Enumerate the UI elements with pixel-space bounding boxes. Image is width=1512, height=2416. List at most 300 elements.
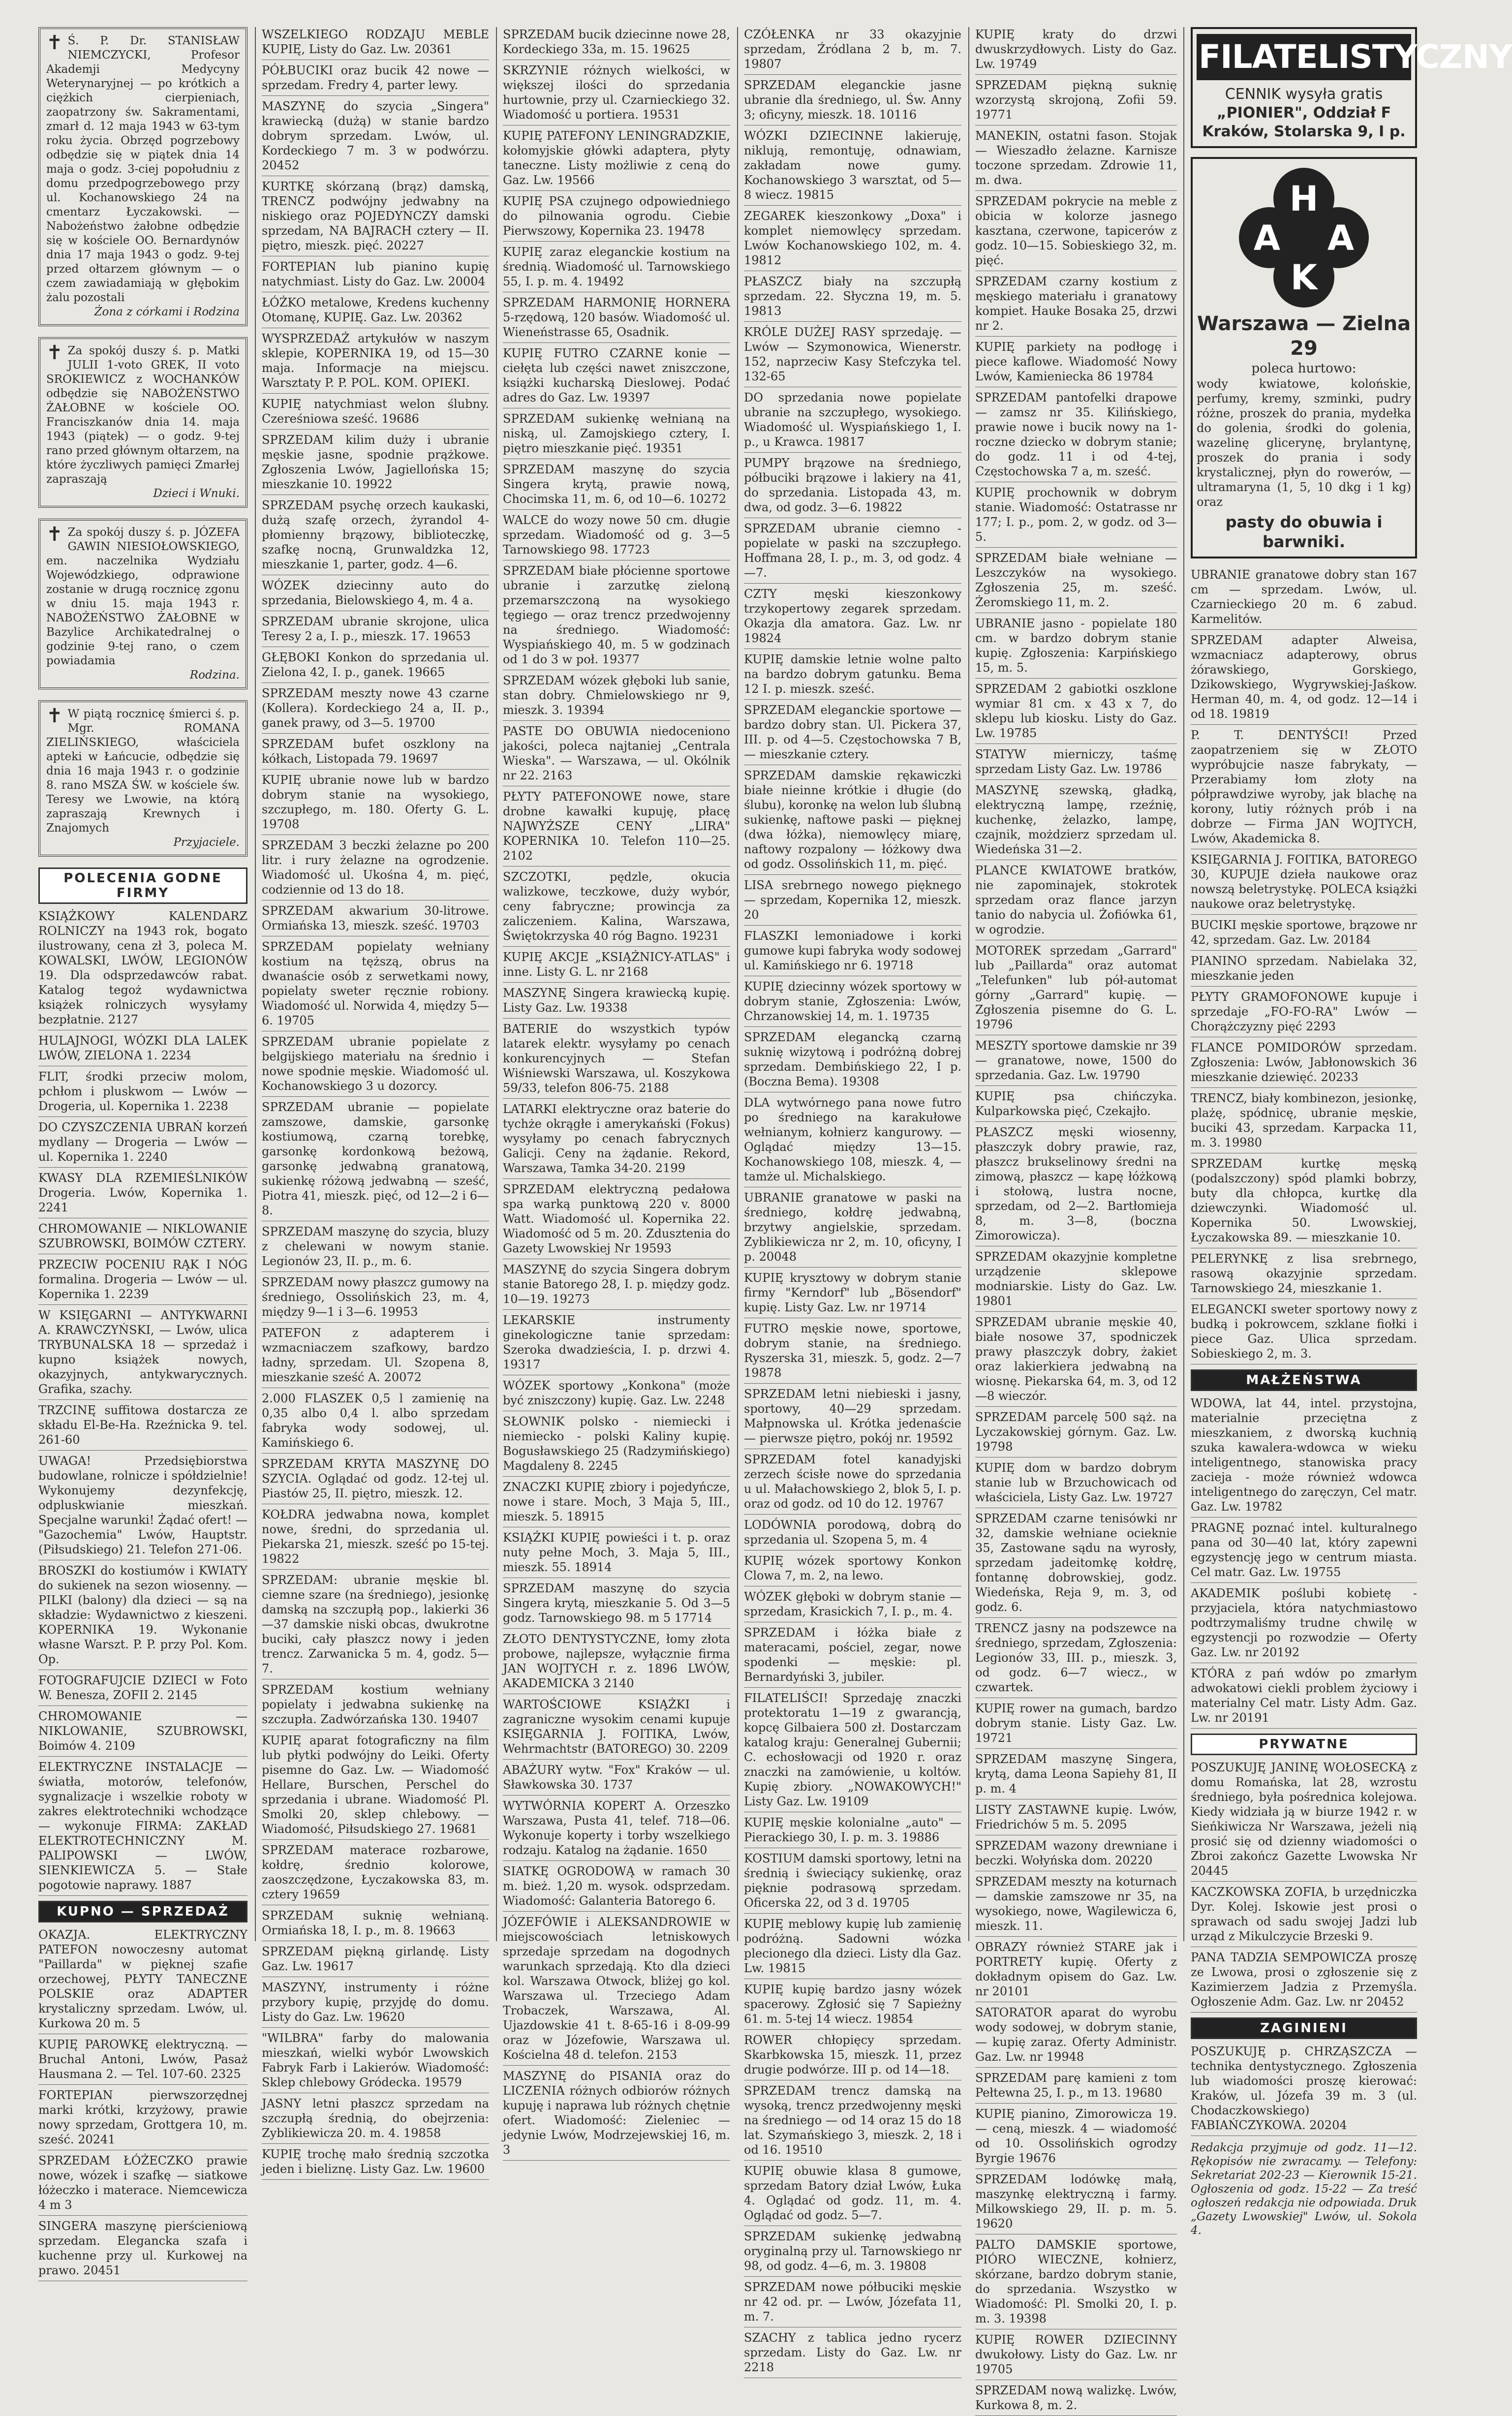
ad-separator: [1191, 986, 1417, 987]
classified-ad: OKAZJA. ELEKTRYCZNY PATEFON nowoczesny automat "Paillarda" w pięknej szafie orzechowej, PŁYTY TANECZNE POLSKIE oraz ADAPTER krystaliczny sprzedam. Lwów, ul. Kurkowa 20 m. 5: [38, 1928, 247, 2030]
ad-separator: [503, 946, 730, 947]
classified-ad: POSZUKUJĘ p. CHRZĄSZCZA — technika dentystycznego. Zgłoszenia lub wiadomości proszę kierować: Kraków, ul. Józefa 39 m. 3 (ul. Chodaczkowskiego) FABIAŃCZYKOWA. 20204: [1191, 2044, 1417, 2132]
classified-ad: PELERYNKĘ z lisa srebrnego, rasową okazyjnie sprzedam. Tarnowskiego 24, mieszkanie 1.: [1191, 1252, 1417, 1295]
classified-ad: SPRZEDAM 2 gabiotki oszklone wymiar 81 cm. x 43 x 7, do sklepu lub kiosku. Listy do Gaz. Lw. 19785: [975, 682, 1177, 740]
column-5: [975, 27, 1177, 2412]
ad-separator: [1191, 950, 1417, 951]
ad-separator: [744, 925, 961, 926]
classified-ad: SPRZEDAM meszty nowe 43 czarne (Kollera). Kordeckiego 24 a, II. p., ganek prawy, od 3—5. 19700: [262, 686, 489, 730]
obituary-text: Za spokój duszy ś. p. JÓZEFA GAWIN NIESIOŁOWSKIEGO, em. naczelnika Wydziału Wojewódzkiego, odprawione zostanie w drugą rocznicę zgonu w dniu 15. maja 1943 r. NABOŻEŃSTWO ŻAŁOBNE w Bazylice Archikatedralnej o godzinie 9-tej rano, o czem powiadamia: [46, 526, 240, 667]
classified-ad: CHROMOWANIE — NIKLOWANIE SZUBROWSKI, BOIMÓW CZTERY.: [38, 1222, 247, 1250]
classified-ad: SPRZEDAM parcelę 500 sąż. na Lyczakowskiej górnym. Gaz. Lw. 19798: [975, 1410, 1177, 1454]
classified-ad: PRZECIW POCENIU RĄK I NÓG formalina. Drogeria — Lwów — ul. Kopernika 1. 2239: [38, 1258, 247, 1301]
classified-ad: MASZYNY, instrumenty i różne przybory kupię, przyjdę do domu. Listy do Gaz. Lw. 19620: [262, 1981, 489, 2024]
missing-ads: [1191, 2044, 1417, 2136]
classified-ad: WYSPRZEDAŻ artykułów w naszym sklepie, KOPERNIKA 19, od 15—30 maja. Informacje na miejscu. Warsztaty P. P. POL. KOM. OPIEKI.: [262, 332, 489, 390]
ad-separator: [744, 74, 961, 75]
obituary-signature: Przyjaciele.: [173, 836, 240, 849]
ad-separator: [38, 1756, 247, 1757]
classified-ad: SPRZEDAM bucik dziecinne nowe 28, Kordeckiego 33a, m. 15. 19625: [503, 28, 730, 56]
classified-ad: KUPIĘ wózek sportowy Konkon Clowa 7, m. 2, na lewo.: [744, 1554, 961, 1582]
classified-ad: GŁĘBOKI Konkon do sprzedania ul. Zielona 42, I. p., ganek. 19665: [262, 650, 489, 679]
classified-ad: KUPIĘ trochę mało średnią szczotka jeden i bieliznę. Listy Gaz. Lw. 19600: [262, 2147, 489, 2176]
ad-separator: [38, 1450, 247, 1451]
ad-separator: [262, 1271, 489, 1272]
classified-ad: WÓZKI DZIECINNE lakieruję, niklują, remontuję, odnawiam, zakładam nowe gumy. Kochanowskiego 3 warsztat, od 5—8 wiecz. 19815: [744, 129, 961, 202]
private-ads: [1191, 1760, 1417, 2013]
classified-ad: SPRZEDAM trencz damską na wysoką, trencz przedwojenny męski na średniego — od 14 oraz 15 do 18 lat. Szymańskiego 3, mieszk. 2, 18 i od 16. 19510: [744, 2084, 961, 2157]
ad-separator: [744, 321, 961, 322]
column-6: [1191, 27, 1512, 2237]
classified-ad: MASZYNĘ do szycia „Singera" krawiecką (dużą) w stanie bardzo dobrym sprzedam. Lwów, ul. Kordeckiego 7 m. 3 w podwórzu. 20452: [262, 99, 489, 172]
ad-separator: [1191, 1881, 1417, 1882]
ad-separator: [744, 205, 961, 206]
column-rule: [737, 27, 738, 1941]
classified-ad: "WILBRA" farby do malowania mieszkań, wielki wybór Lwowskich Fabryk Farb i Lakierów. Wiadomość: Sklep chlebowy Gródecka. 19579: [262, 2031, 489, 2089]
classified-ad: SPRZEDAM 3 beczki żelazne po 200 litr. i rury żelazne na ogrodzenie. Wiadomość ul. Ukośna 4, m. pięć, codziennie od 13 do 18.: [262, 838, 489, 897]
ad-separator: [975, 1617, 1177, 1618]
classified-ad: SPRZEDAM piękną girlandę. Listy Gaz. Lw. 19617: [262, 1945, 489, 1973]
ad-separator: [262, 2179, 489, 2180]
hak-foot: pasty do obuwia i barwniki.: [1225, 513, 1383, 551]
classified-ad: KUPIĘ FUTRO CZARNE konie — ciełęta lub części nawet zniszczone, książki kucharską Dieslowej. Podać adres do Gaz. Lw. 19397: [503, 346, 730, 404]
ad-separator: [1191, 1728, 1417, 1729]
classified-ad: SPRZEDAM elektryczną pedałowa spa warką punktową 220 v. 8000 Watt. Wiadomość ul. Kopernika 22. Wiadomość od 5 m. 20. Zdusztenia do Gazety Lwowskiej Nr 19593: [503, 1182, 730, 1255]
classified-ad: PATEFON z adapterem i wzmacniaczem szafkowy, bardzo ładny, sprzedam. Ul. Szopena 8, mieszkanie sześć A. 20072: [262, 1326, 489, 1384]
classified-ad: SPRZEDAM kilim duży i ubranie męskie jasne, spodnie prążkowe. Zgłoszenia Lwów, Jagiellońska 15; mieszkanie 10. 19922: [262, 433, 489, 491]
ad-separator: [975, 547, 1177, 548]
section-heading-marriage: MAŁŻEŃSTWA: [1191, 1369, 1417, 1391]
classified-ad: UWAGA! Przedsiębiorstwa budowlane, rolnicze i spółdzielnie! Wykonujemy dezynfekcję, odpluskwianie mieszkań. Specjalne warunki! Żądać ofert! — "Gazochemia" Lwów, Hauptstr. (Piłsudskiego) 21. Telefon 271-06.: [38, 1454, 247, 1556]
ad-separator: [38, 1399, 247, 1400]
buy-sell-list: [38, 1927, 247, 2281]
classified-ad: KWASY DLA RZEMIEŚLNIKÓW Drogeria. Lwów, Kopernika 1. 2241: [38, 1171, 247, 1214]
classified-ad: LISA srebrnego nowego pięknego — sprzedam, Kopernika 12, mieszk. 20: [744, 878, 961, 922]
classified-ad: SPRZEDAM sukienkę wełnianą na niską, ul. Zamojskiego cztery, I. piętro mieszkanie pięć. 19351: [503, 412, 730, 455]
classified-ad: PANA TADZIA SEMPOWICZA proszę ze Lwowa, prosi o zgłoszenie się z Kazimierzem Jadzia z Przemyśla. Ogłoszenie Adm. Gaz. Lw. nr 20452: [1191, 1951, 1417, 2009]
classified-ad: KSIĄŻKI KUPIĘ powieści i t. p. oraz nuty pełne Moch, 3. Maja 5, III., mieszk. 55. 18914: [503, 1531, 730, 1574]
classified-ad: SPRZEDAM okazyjnie kompletne urządzenie sklepowe modniarskie. Listy do Gaz. Lw. 19801: [975, 1250, 1177, 1308]
obituary-signature: Żona z córkami i Rodzina: [94, 306, 240, 318]
obituary-notice: [38, 337, 247, 508]
classified-ad: SPRZEDAM nową walizkę. Lwów, Kurkowa 8, m. 2.: [975, 2384, 1177, 2412]
classified-ad: AKADEMIK poślubi kobietę - przyjaciela, która natychmiastowo podtrzymaliśmy trudne chwilę w egzystencji po rozwodzie — Oferty Gaz. Lw. nr 20192: [1191, 1586, 1417, 1659]
classified-ad: LEKARSKIE instrumenty ginekologiczne tanie sprzedam: Szeroka dwadzieścia, I. p. drzwi 4. 19317: [503, 1313, 730, 1371]
classified-ad: ZŁOTO DENTYSTYCZNE, łomy złota probowe, najlepsze, wyłącznie firma JAN WOJTYCH r. z. 1896 LWÓW, AKADEMICKA 3 2140: [503, 1632, 730, 1690]
cross-icon: ✝: [46, 31, 63, 54]
classified-ad: DLA wytwórnego pana nowe futro po średniego na karakułowe wełnianym, kołnierz kangurowy. — Oglądać między 13—15. Kochanowskiego 108, mieszk. 4, — tamże ul. Michalskiego.: [744, 1096, 961, 1183]
ad-separator: [975, 1085, 1177, 1086]
classified-ad: KUPIĘ prochownik w dobrym stanie. Wiadomość: Ostatrasse nr 177; I. p., pom. 2, w godz. od 3—5.: [975, 486, 1177, 544]
classified-ad: LODÓWNIA porodową, dobrą do sprzedania ul. Szopena 5, m. 4: [744, 1518, 961, 1547]
classified-ad: SZACHY z tablica jedno rycerz sprzedam. Listy do Gaz. Lw. nr 2218: [744, 2331, 961, 2374]
ad-separator: [38, 1167, 247, 1168]
classified-ad: SPRZEDAM kurtkę męską (podalszczony) spód plamki bobrzy, buty dla chłopca, kurtkę dla dziewczynki. Wiadomość ul. Kopernika 50. Lwowskiej, Łyczakowska 89. — mieszkanie 10.: [1191, 1157, 1417, 1244]
obituary-signature: Dzieci i Wnuki.: [153, 487, 240, 500]
ad-separator: [975, 743, 1177, 744]
classified-ad: SATORATOR aparat do wyrobu wody sodowej, w dobrym stanie, — kupię zaraz. Oferty Administr. Gaz. Lw. nr 19948: [975, 2006, 1177, 2064]
classified-ad: SPRZEDAM materace rozbarowe, kołdrę, średnio kolorowe, zaoszczędzone, Łyczakowska 83, m. cztery 19659: [262, 1843, 489, 1901]
ad-separator: [262, 1322, 489, 1323]
marriage-ads: [1191, 1396, 1417, 1729]
classified-ad: MANEKIN, ostatni fason. Stojak — Wieszadło żelazne. Karnisze toczone sprzedam. Zdrowie 11, m. dwa.: [975, 129, 1177, 187]
classified-ad: KACZKOWSKA ZOFIA, b urzędniczka Dyr. Kolej. Iskowie jest prosi o sprawach od sadu swojej Jadzi lub urząd z Mikulczycie Brzeski 9.: [1191, 1885, 1417, 1943]
classified-ad: SPRZEDAM piękną suknię wzorzystą skrojoną, Zofii 59. 19771: [975, 78, 1177, 122]
column-6-ads: [1191, 567, 1417, 1364]
column-rule: [496, 27, 497, 1941]
classified-ad: KURTKĘ skórzaną (brąz) damską, TRENCZ podwójny jedwabny na niskiego oraz POJEDYNCZY damski sprzedam, NA BAJRACH cztery — II. piętro, mieszk. pięć. 20227: [262, 180, 489, 252]
classified-ad: UBRANIE granatowe w paski na średniego, kołdrę jedwabną, brzytwy angielskie, sprzedam. Zyblikiewicza nr 2, m. 10, oficyny, I p. 20048: [744, 1191, 961, 1264]
classified-ad: SPRZEDAM eleganckie jasne ubranie dla średniego, ul. Św. Anny 3; oficyny, mieszk. 18. 10116: [744, 78, 961, 122]
classified-ad: SPRZEDAM meszty na koturnach — damskie zamszowe nr 35, na wysokiego, nowe, Wagilewicza 6, mieszk. 11.: [975, 1875, 1177, 1933]
classified-ad: KUPIĘ obuwie klasa 8 gumowe, sprzedam Batory dział Lwów, Łuka 4. Oglądać od godz. 11, m. 4. Oglądać od godz. 5—7.: [744, 2164, 961, 2222]
obituary-notice: [38, 700, 247, 857]
ad-separator: [503, 1911, 730, 1912]
ad-separator: [38, 2084, 247, 2085]
classified-ad: WARTOŚCIOWE KSIĄŻKI i zagraniczne wysokim cenami kupuje KSIĘGARNIA J. FOITIKA, Lwów, Wehrmachtstr (BATOREGO) 30. 2209: [503, 1698, 730, 1756]
obituary-text: Ś. P. Dr. STANISŁAW NIEMCZYCKI, Profesor Akademji Medycyny Weterynaryjnej — po krótkich a ciężkich cierpieniach, zaopatrzony św. Sakramentami, zmarł d. 12 maja 1943 w 63-tym roku życia. Obrzęd pogrzebowy odbędzie się w piątek dnia 14 maja o godz. 3-ciej popołudniu z domu przedpogrzebowego przy ul. Kochanowskiego 24 na cmentarz Łyczakowski. — Nabożeństwo żałobne odbędzie się w kościele OO. Bernardynów dnia 17 maja 1943 o godz. 9-tej przed ołtarzem głównym — o czem zawiadamiają w głębokim żalu pozostali: [46, 34, 240, 304]
ad-separator: [503, 509, 730, 510]
obituary-notice: [38, 519, 247, 689]
ad-separator: [975, 779, 1177, 780]
ad-separator: [1191, 1517, 1417, 1518]
ad-separator: [503, 720, 730, 721]
ad-separator: [503, 1795, 730, 1796]
svg-text:H: H: [1289, 179, 1319, 219]
classified-ad: SPRZEDAM ubranie skrojone, ulica Teresy 2 a, I. p., mieszk. 17. 19653: [262, 615, 489, 643]
classified-ad: SPRZEDAM białe płóciennе sportowe ubranie i zarzutkę zieloną przemarszczoną na wysokiego tęgiego — oraz trencz przedwojenny na średniego. Wiadomość: Wyspiańskiego 40, m. 5 w godzinach od 1 do 3 w poł. 19377: [503, 564, 730, 666]
classified-ad: KUPIĘ aparat fotograficzny na film lub płytki podwójny do Leiki. Oferty pisemne do Gaz. Lw. — Wiadomość Hellare, Burschen, Perschel do sprzedania i ubrane. Wiadomość Pl. Smolki 20, sklep chlebowy. — Wiadomość, Piłsudskiego 27. 19681: [262, 1734, 489, 1836]
ad-separator: [744, 1687, 961, 1688]
classified-ad: SPRZEDAM ubranie męskie 40, białe nosowe 37, spodniczek prawy płaszczyk dobry, żakiet oraz lakierkiera jedwabną na wiosnę. Piekarska 64, m. 3, od 12—8 wieczór.: [975, 1315, 1177, 1403]
classified-ad: WSZELKIEGO RODZAJU MEBLE KUPIĘ, Listy do Gaz. Lw. 20361: [262, 28, 489, 56]
classified-ad: PŁASZCZ męski wiosenny, płaszczyk dobry prawie, raz, płaszcz brukselinowy średni na zimową, płaszcz — kapę łóżkową i stołową, lustra nocne, sprzedam, od 2—2. Bartłomieja 8, m. 3—8, (boczna Zimorowicza).: [975, 1125, 1177, 1242]
classified-ad: SPRZEDAM suknię wełnianą. Ormiańska 18, I. p., m. 8. 19663: [262, 1909, 489, 1937]
filatelistyczny-line1: CENNIK wysyła gratis: [1225, 86, 1383, 103]
section-heading-buy-sell: KUPNO — SPRZEDAŻ: [38, 1901, 247, 1922]
classified-ad: SPRZEDAM nowe półbuciki męskie nr 42 od. pr. — Lwów, Józefata 11, m. 7.: [744, 2280, 961, 2323]
classified-ad: PASTE DO OBUWIA niedoceniono jakości, poleca najtaniej „Centrala Wieska". — Warszawa, — ul. Okólnik nr 22. 2163: [503, 724, 730, 782]
classified-ad: CZÓŁENKA nr 33 okazyjnie sprzedam, Źródlana 2 b, m. 7. 19807: [744, 28, 961, 71]
classified-ad: LATARKI elektryczne oraz baterie do tychże okrągłe i amerykański (Fokus) wysyłamy po cenach fabrycznych Galicji. Ceny na żądanie. Rekord, Warszawa, Tamka 34-20. 2199: [503, 1102, 730, 1175]
classified-ad: ABAŻURY wytw. "Fox" Kraków — ul. Sławkowska 30. 1737: [503, 1763, 730, 1792]
classified-ad: SPRZEDAM maszynę do szycia, bluzy z chelewani w nowym stanie. Legionów 23, II. p., m. 6.: [262, 1225, 489, 1268]
svg-text:A: A: [1253, 218, 1281, 258]
ad-separator: [503, 1860, 730, 1861]
classified-ad: KUPIĘ ROWER DZIECINNY dwukołowy. Listy do Gaz. Lw. nr 19705: [975, 2333, 1177, 2376]
ad-separator: [503, 982, 730, 983]
classified-ad: DO sprzedania nowe popielate ubranie na szczupłego, wysokiego. Wiadomość ul. Wyspiańskiego 1, I. p., u Krawca. 19817: [744, 391, 961, 449]
ad-separator: [975, 678, 1177, 679]
ad-separator: [1191, 1582, 1417, 1583]
ad-separator: [744, 1913, 961, 1914]
ad-separator: [262, 1453, 489, 1454]
classified-ad: SPRZEDAM adapter Alweisa, wzmacniacz adapterowy, obrus żórawskiego, Gorskiego, Dzikowskiego, Wygrywskiej-Jaśkow. Herman 40, m. 4, od godz. 12—14 i od 18. 19819: [1191, 633, 1417, 721]
classified-ad: SPRZEDAM psychę orzech kaukaski, dużą szafę orzech, żyrandol 4-płomienny brązowy, biblioteczkę, szafkę nocną, Grunwaldzka 12, mieszkanie 1, parter, godz. 4—6.: [262, 498, 489, 571]
classified-ad: WALCE do wozy nowe 50 cm. długie sprzedam. Wiadomość od g. 3—5 Tarnowskiego 98. 17723: [503, 513, 730, 557]
classified-ad: SPRZEDAM maszynę do szycia Singera krytą, prawie nową, Chocimska 11, m. 6, od 10—6. 10272: [503, 463, 730, 506]
classified-ad: FILATELIŚCI! Sprzedaję znaczki protektoratu 1—19 z gwarancją, kopcę Gilbaiera 500 zł. Dostarczam katalog kraju: Generalnej Gubernii; C. echosłowacji od 1920 r. oraz znaczki na zamówienie, u koltów. Kupię zbiory. „NOWAKOWYCH!" Listy Gaz. Lw. 19109: [744, 1691, 961, 1808]
classified-ad: PUMPY brązowe na średniego, półbuciki brązowe i lakiery na 41, do sprzedania. Listopada 43, m. dwa, od godz. 3—6. 19822: [744, 456, 961, 514]
classified-ad: PALTO DAMSKIE sportowe, PIÓRO WIECZNE, kołnierz, skórzane, bardzo dobrym stanie, do sprzedania. Wszystko w Wiadomość: Pl. Smolki 20, I. p. m. 3. 19398: [975, 2238, 1177, 2325]
classified-ad: FLASZKI lemoniadowe i korki gumowe kupi fabryka wody sodowej ul. Kamińskiego nr 6. 19718: [744, 929, 961, 972]
classified-ad: TRENCZ jasny na podszewce na średniego, sprzedam, Zgłoszenia: Legionów 33, III. p., mieszk. 3, od godz. 6—7 wiecz., w czwartek.: [975, 1621, 1177, 1694]
classified-ad: SPRZEDAM wózek głęboki lub sanie, stan dobry. Chmielowskiego nr 9, mieszk. 3. 19394: [503, 674, 730, 717]
classified-ad: W KSIĘGARNI — ANTYKWARNI A. KRAWCZYŃSKI, — Lwów, ulica TRYBUNALSKA 18 — sprzedaż i kupno książek nowych, okazyjnych, antykwarycznych. Grafika, szachy.: [38, 1308, 247, 1396]
classified-ad: MASZYNĘ do PISANIA oraz do LICZENIA różnych odbiorów różnych kupuję i naprawa lub różnych chętnie ofert. Wiadomość: Zieleniec — jedynie Lwów, Modrzejewskiej 16, m. 3: [503, 2069, 730, 2157]
filatelistyczny-ad: [1191, 27, 1512, 148]
classified-ad: KUPIĘ meblowy kupię lub zamienię podróżną. Sadowni wózka plecionego dla dzieci. Listy dla Gaz. Lw. 19815: [744, 1917, 961, 1975]
ad-separator: [1191, 724, 1417, 725]
ad-separator: [503, 1309, 730, 1310]
ad-separator: [744, 1026, 961, 1027]
ad-separator: [503, 342, 730, 343]
ad-separator: [503, 241, 730, 242]
ad-separator: [503, 190, 730, 191]
classified-ad: DO CZYSZCZENIA UBRAŃ korzeń mydlany — Drogeria — Lwów — ul. Kopernika 1. 2240: [38, 1120, 247, 1164]
classified-ad: PŁYTY GRAMOFONOWE kupuje i sprzedaje „FO-FO-RA" Lwów — Chorążczyzny pięć 2293: [1191, 990, 1417, 1033]
classified-ad: PLANCE KWIATOWE bratków, nie zapominajek, stokrotek sprzedam oraz flance jarzyn tanio do nabycia ul. Żofiówka 61, w ogrodzie.: [975, 864, 1177, 936]
classified-ad: SPRZEDAM letni niebieski i jasny, sportowy, 40—29 sprzedam. Małpnowska ul. Krótka jedenaście — pierwsze piętro, pokój nr. 19592: [744, 1387, 961, 1445]
classified-ad: MASZYNĘ szewską, gładką, elektryczną lampę, rzeźnię, kuchenkę, żelazko, lampę, czajnik, możdzierz sprzedam ul. Wiedeńska 31—2.: [975, 783, 1177, 856]
ad-separator: [503, 2160, 730, 2161]
ad-separator: [503, 1628, 730, 1629]
classified-ad: SPRZEDAM pokrycie na meble z obicia w kolorze jasnego kasztana, czerwone, tapicerów z godz. 10—15. Sobieskiego 32, m. pięć.: [975, 194, 1177, 267]
ad-separator: [503, 866, 730, 867]
classified-ad: POSZUKUJĘ JANINĘ WOŁOSECKĄ z domu Romańska, lat 28, wzrostu średniego, była pośrednica kolejowa. Kiedy widziała ją w biurze 1942 r. w Sieńkiwicza Nr Warszawa, jeżeli nią prosić się od dzienny wiadomości o Zbroi zakończ Gazette Lwowska Nr 20445: [1191, 1761, 1417, 1878]
classified-ad: WÓZEK dziecinny auto do sprzedania, Bielowskiego 4, m. 4 a.: [262, 579, 489, 607]
classified-ad: MASZYNĘ Singera krawiecką kupię. Listy Gaz. Lw. 19338: [503, 986, 730, 1015]
classified-ad: KTÓRA z pań wdów po zmarłym adwokatowi ciekli problem życiowy i materialny Cel matr. Listy Adm. Gaz. Lw. nr 20191: [1191, 1667, 1417, 1725]
ad-separator: [262, 95, 489, 96]
ad-separator: [744, 874, 961, 875]
classified-ad: KUPIĘ damskie letnie wolne palto na bardzo dobrym gatunku. Bema 12 I. p. mieszk. sześć.: [744, 652, 961, 696]
obituary-signature: Rodzina.: [189, 669, 240, 681]
classified-ad: SPRZEDAM maszynę do szycia Singera krytą, mieszkanie 5. Od 3—5 godz. Tarnowskiego 98. m 5 17714: [503, 1581, 730, 1625]
classified-ad: KUPIĘ kupię bardzo jasny wózek spacerowy. Zgłosić się 7 Sapieżny 61. m. 5-tej 14 wiecz. 19854: [744, 1982, 961, 2026]
classified-ad: LISTY ZASTAWNE kupię. Lwów, Friedrichów 5 m. 5. 2095: [975, 1803, 1177, 1831]
ad-separator: [975, 74, 1177, 75]
classified-ad: KSIĄŻKOWY KALENDARZ ROLNICZY na 1943 rok, bogato ilustrowany, cena zł 3, poleca M. KOWALSKI, LWÓW, LEGIONÓW 19. Dla odsprzedawców rabat. Katalog tegoż wydawnictwa książek rolniczych wysyłamy bezpłatnie. 2127: [38, 909, 247, 1026]
classified-ad: FOTOGRAFUJCIE DZIECI w Foto W. Benesza, ZOFII 2. 2145: [38, 1673, 247, 1702]
classified-ad: SINGERA maszynę pierścieniową sprzedam. Elegancka szafa i kuchenne przy ul. Kurkowej na prawo. 20451: [38, 2219, 247, 2277]
ad-separator: [744, 1267, 961, 1268]
ad-separator: [744, 2029, 961, 2030]
ad-separator: [262, 393, 489, 394]
column-rule: [255, 27, 256, 1941]
classified-ad: SPRZEDAM ubranie ciemno - popielate w paski na szczupłego. Hoffmana 28, I. p., m. 3, od godz. 4—7.: [744, 522, 961, 580]
ad-separator: [975, 2067, 1177, 2068]
classified-ad: KUPIĘ AKCJE „KSIĄŻNICY-ATLAS" i inne. Listy G. L. nr 2168: [503, 950, 730, 979]
hak-sub: poleca hurtowo:: [1251, 361, 1357, 376]
column-2: [262, 27, 489, 2176]
classified-ad: SPRZEDAM wazony drewniane i beczki. Wołyńska dom. 20220: [975, 1839, 1177, 1867]
classified-ad: FORTEPIAN pierwszorzędnej marki krótki, krzyżowy, prawie nowy sprzedam, Grottgera 10, m. sześć. 20241: [38, 2088, 247, 2146]
classified-ad: TRENCZ, biały kombinezon, jesionkę, plażę, spódnicę, ubranie męskie, buciki 43, sprzedam. Karpacka 11, m. 3. 19980: [1191, 1091, 1417, 1149]
ad-separator: [262, 1569, 489, 1570]
classified-ad: ZNACZKI KUPIĘ zbiory i pojedyńcze, nowe i stare. Moch, 3 Maja 5, III., mieszk. 5. 18915: [503, 1480, 730, 1523]
ad-separator: [503, 1098, 730, 1099]
column-rule: [1183, 27, 1184, 1941]
classified-ad: KUPIĘ męskie kolonialne „auto" — Pierackiego 30, I. p. m. 3. 19886: [744, 1816, 961, 1844]
classified-ad: SPRZEDAM ubranie — popielate zamszowe, damskie, garsonkę kostiumową, czarną torebkę, garsonkę kordonkową beżową, garsonkę jedwabną granatową, sukienkę różową jedwabną — sześć, Piotra 41, mieszk. pięć, od 12—2 i 6—8.: [262, 1100, 489, 1217]
ad-separator: [503, 1476, 730, 1477]
ad-separator: [503, 2065, 730, 2066]
classified-ad: 2.000 FLASZEK 0,5 l zamienię na 0,35 albo 0,4 l. albo sprzedam fabryka wody sodowej, ul. Kamińskiego 6.: [262, 1392, 489, 1450]
ad-separator: [975, 2103, 1177, 2104]
ad-separator: [262, 682, 489, 683]
classified-ad: SPRZEDAM fotel kanadyjski zerzech ścisłe nowe do sprzedania u ul. Małachowskiego 2, blok 5, I. p. oraz od godz. od 10 do 12. 19767: [744, 1453, 961, 1511]
hak-city: Warszawa — Zielna 29: [1197, 312, 1411, 360]
ad-separator: [744, 583, 961, 584]
hak-clover-logo: [1201, 164, 1407, 311]
obituary-text: W piątą rocznicę śmierci ś. p. Mgr. ROMANA ZIELIŃSKIEGO, właściciela apteki w Łańcucie, odbędzie się dnia 16 maja 1943 r. o godzinie 8. rano MSZA ŚW. w kościele św. Teresy we Lwowie, na którą zapraszają Krewnych i Znajomych: [46, 708, 240, 835]
cross-icon: ✝: [46, 523, 63, 546]
ad-separator: [1191, 2012, 1417, 2013]
classified-ad: FORTEPIAN lub pianino kupię natychmiast. Listy do Gaz. Lw. 20004: [262, 260, 489, 288]
classified-ad: ELEKTRYCZNE INSTALACJE — światła, motorów, telefonów, sygnalizacje i wszelkie roboty w zakres elektrotechniki wchodzące — wykonuje FIRMA: ZAKŁAD ELEKTROTECHNICZNY M. PALIPOWSKI — LWÓW, SIENKIEWICZA 5. — Stałe pogotowie naprawy. 1887: [38, 1760, 247, 1892]
recommended-firms-list: [38, 909, 247, 1896]
classified-ad: KUPIĘ kraty do drzwi dwuskrzydłowych. Listy do Gaz. Lw. 19749: [975, 28, 1177, 71]
classified-ad: BROSZKI do kostiumów i KWIATY do sukienek na sezon wiosenny. — PILKI (balony) dla dzieci — są na składzie: Wydawnictwo z kieszeni. KOPERNIKA 19. Wykonanie własne Warszt. P. P. przy Pol. Kom. Op.: [38, 1564, 247, 1666]
classified-ad: CHROMOWANIE — NIKLOWANIE, SZUBROWSKI, Boimów 4. 2109: [38, 1709, 247, 1753]
classified-ad: KUPIĘ krysztowy w dobrym stanie firmy "Kerndorf" lub „Bösendorf" kupię. Listy Gaz. Lw. nr 19714: [744, 1271, 961, 1314]
classified-ad: SŁOWNIK polsko - niemiecki i niemiecko - polski Kaliny kupię. Bogusławskiego 25 (Radzymińskiego) Magdaleny 8. 2245: [503, 1415, 730, 1473]
classified-ad: WDOWA, lat 44, intel. przystojna, materialnie przeciętna z mieszkaniem, z dworską kuchnią szuka kawalera-wdowca w wieku inteligentnego, stanowiska pracy zacieja - może również wdowca inteligentnego do zaręczyn, Cel matr. Gaz. Lw. 19782: [1191, 1396, 1417, 1514]
classified-ad: MASZYNĘ do szycia Singera dobrym stanie Batorego 28, I. p. między godz. 10—19. 19273: [503, 1263, 730, 1306]
classified-ad: P. T. DENTYŚCI! Przed zaopatrzeniem się w ZŁOTO wypróbujcie nasze fabrykaty, — Przerabiamy łom złoty na półprawdziwe wyroby, jak blachę na korony, lutiy różnych prób i na dobrze — Firma JAN WOJTYCH, Lwów, Akademicka 8.: [1191, 728, 1417, 845]
ad-separator: [38, 1895, 247, 1896]
ad-separator: [38, 1705, 247, 1706]
ad-separator: [262, 2027, 489, 2028]
ad-separator: [744, 1514, 961, 1515]
cross-icon: ✝: [46, 341, 63, 364]
svg-text:K: K: [1290, 257, 1318, 298]
classified-ad: KUPIĘ PSA czujnego odpowiedniego do pilnowania ogrodu. Ciebie Pierwszowy, Kopernika 23. 19478: [503, 194, 730, 238]
ad-separator: [262, 2143, 489, 2144]
classified-ad: SPRZEDAM HARMONIĘ HORNERA 5-rzędową, 120 basów. Wiadomość ul. Wieneństrasse 65, Osadnik.: [503, 296, 730, 339]
column-rule: [968, 27, 969, 1941]
classified-ad: SPRZEDAM pantofelki drapowe — zamsz nr 35. Kilińskiego, prawie nowe i bucik nowy na 1-roczne dziecko w dobrym stanie; do godz. 11 i od 4-tej, Częstochowska 7 a, m. sześć.: [975, 391, 1177, 478]
ad-separator: [744, 452, 961, 453]
ad-separator: [38, 2215, 247, 2216]
classified-ad: WÓZEK sportowy „Konkona" (może być zniszczony) kupię. Gaz. Lw. 2248: [503, 1379, 730, 1407]
ad-separator: [975, 1748, 1177, 1749]
classified-ad: SPRZEDAM eleganckie sportowe — bardzo dobry stan. Ul. Pickera 37, III. p. od 4—5. Częstochowska 7 B, — mieszkanie cztery.: [744, 703, 961, 761]
classified-ad: SPRZEDAM popielaty wełniany kostium na tęższą, obrus na dwanaście osób z serwetkami nowy, popielaty sweter ręcznie robiony. Wiadomość ul. Norwida 4, między 5—6. 19705: [262, 940, 489, 1027]
ad-separator: [975, 190, 1177, 191]
ad-separator: [744, 699, 961, 700]
classified-ad: SPRZEDAM lodówkę małą, maszynkę elektryczną i farmy. Milkowskiego 29, II. p. m. 5. 19620: [975, 2172, 1177, 2230]
ad-separator: [1191, 1087, 1417, 1088]
ad-separator: [262, 1839, 489, 1840]
classified-ad: CZTY męski kieszonkowy trzykopertowy zegarek sprzedam. Okazja dla amatora. Gaz. Lw. nr 19824: [744, 587, 961, 645]
classified-ad: STATYW mierniczy, taśmę sprzedam Listy Gaz. Lw. 19786: [975, 747, 1177, 776]
classified-ad: SPRZEDAM sukienkę jedwabną oryginalną przy ul. Tarnowskiego nr 98, od godz. 4—6, m. 3. 19808: [744, 2230, 961, 2273]
ad-separator: [262, 769, 489, 770]
classified-ad: SPRZEDAM kostium wełniany popielaty i jedwabna sukienkę na szczupła. Zadwórzańska 130. 19407: [262, 1683, 489, 1726]
editorial-footer: Redakcja przyjmuje od godz. 11—12. Rękopisów nie zwracamy. — Telefony: Sekretariat 202-23 — Kierownik 15-21. Ogłoszenia od godz. 15-22 — Za treść ogłoszeń redakcja nie odpowiada. Druk „Gazety Lwowskiej" Lwów, ul. Sokola 4.: [1191, 2141, 1417, 2237]
filatelistyczny-title: FILATELISTYCZNY: [1197, 34, 1411, 80]
classified-ad: ŁÓŻKO metalowe, Kredens kuchenny Otomanę, KUPIĘ. Gaz. Lw. 20362: [262, 296, 489, 324]
classified-ad: KOŁDRA jedwabna nowa, komplet nowe, średni, do sprzedania ul. Piekarska 21, mieszk. sześć po 15-tej. 19822: [262, 1508, 489, 1566]
column-3: [503, 27, 730, 2157]
classified-ad: KUPIĘ psa chińczyka. Kulparkowska pięć, Czekajło.: [975, 1089, 1177, 1118]
classified-ad: KUPIĘ zaraz eleganckie kostium na średnią. Wiadomość ul. Tarnowskiego 55, I. p. m. 4. 19492: [503, 245, 730, 288]
classified-ad: KUPIĘ PATEFONY LENINGRADZKIE, kołomyjskie główki adaptera, płyty taneczne. Listy możliwie z ceną do Gaz. Lw. 19566: [503, 129, 730, 187]
classified-ad: PIANINO sprzedam. Nabielaka 32, mieszkanie jeden: [1191, 954, 1417, 983]
classified-ad: SPRZEDAM damskie rękawiczki białe nieinne krótkie i długie (do ślubu), koronkę na welon lub ślubną sukienkę, naftowe paski — pięknej (dwa łóżka), niemowlęcy miarę, naftowy rozpalony — łóżkowy dwa od godz. Ossolińskich 11, m. pięć.: [744, 769, 961, 871]
hak-body: wody kwiatowe, kolońskie, perfumy, kremy, szminki, pudry różne, proszek do prania, mydełka do golenia, środki do golenia, wazelinę glicerynę, brylantynę, proszek do prania i sody krystalicznej, płyn do rowerów, — ultramaryna (1, 5, 10 dkg i 1 kg) oraz: [1197, 377, 1411, 509]
classified-ad: MOTOREK sprzedam „Garrard" lub „Paillarda" oraz automat „Telefunken" lub pół-automat górny „Garrard" kupię. — Zgłoszenia pisemne do G. L. 19796: [975, 944, 1177, 1031]
section-heading-missing: ZAGINIENI: [1191, 2017, 1417, 2039]
ad-separator: [744, 1383, 961, 1384]
ad-separator: [1191, 629, 1417, 630]
classified-ad: MESZTY sportowe damskie nr 39 — granatowe, nowe, 1500 do sprzedania. Gaz. Lw. 19790: [975, 1039, 1177, 1082]
column-4: [744, 27, 961, 2374]
classified-ad: PÓŁBUCIKI oraz bucik 42 nowe — sprzedam. Fredry 4, parter lewy.: [262, 63, 489, 92]
classified-ad: KUPIĘ dziecinny wózek sportowy w dobrym stanie, Zgłoszenia: Lwów, Chrzanowskiej 14, m. 1. 19735: [744, 980, 961, 1023]
classified-ad: KUPIĘ natychmiast welon ślubny. Czereśniowa sześć. 19686: [262, 397, 489, 426]
classified-ad: ELEGANCKI sweter sportowy nowy z budką i pokrowcem, szklane fiołki i piece Gaz. Ulica sprzedam. Sobieskiego 2, m. 3.: [1191, 1302, 1417, 1361]
ad-separator: [975, 1311, 1177, 1312]
ad-separator: [975, 1406, 1177, 1407]
classified-ad: KUPIĘ parkiety na podłogę i piece kaflowe. Wiadomość Nowy Lwów, Kamieniecka 86 19784: [975, 340, 1177, 383]
ad-separator: [262, 733, 489, 734]
classified-ad: ROWER chłopięcy sprzedam. Skarbkowska 15, mieszk. 11, przez drugie podwórze. III p. od 14—18.: [744, 2033, 961, 2076]
classified-ad: SPRZEDAM czarny kostium z męskiego materiału i granatowy kompiet. Hauke Bosaka 25, drzwi nr 2.: [975, 275, 1177, 333]
ad-separator: [503, 1759, 730, 1760]
classified-ad: SPRZEDAM nowy płaszcz gumowy na średniego, Ossolińskich 23, m. 4, między 9—1 i 3—6. 19953: [262, 1275, 489, 1319]
section-heading-private: PRYWATNE: [1191, 1734, 1417, 1755]
classified-ad: SPRZEDAM czarne tenisówki nr 32, damskie wełniane ocieknie 35, Zastowane sądu na wyrosły, sprzedam jadeitomkę kołdrę, fontannę dobrowskiej, godz. Wiedeńska, Reja 9, m. 3, od godz. 6.: [975, 1512, 1177, 1614]
ad-separator: [38, 1116, 247, 1117]
classified-ad: SPRZEDAM: ubranie męskie bl. ciemne szare (na średniego), jesionkę damską na szczupłą pop., lakierki 36—37 damskie niski obcas, dwukrotne buciki, cały płaszcz nowy i jeden trencz. Zarwanicka 5 m. 4, godz. 5—7.: [262, 1573, 489, 1675]
classified-ad: KUPIĘ rower na gumach, bardzo dobrym stanie. Listy Gaz. Lw. 19721: [975, 1702, 1177, 1745]
classified-ad: BATERIE do wszystkich typów latarek elektr. wysyłamy po cenach konkurencyjnych — Stefan Wiśniewski Warszawa, ul. Koszykowa 59/33, telefon 806-75. 2188: [503, 1022, 730, 1095]
filatelistyczny-line2: „PIONIER", Oddział F: [1216, 104, 1391, 122]
classified-ad: SPRZEDAM ubranie popielate z belgijskiego materiału na średnio i nowe spodnie męskie. Wiadomość ul. Kochanowskiego 3 u dozorcy.: [262, 1035, 489, 1093]
classified-ad: FLANCE POMIDORÓW sprzedam. Zgłoszenia: Lwów, Jabłonowskich 36 mieszkanie dziewięć. 20233: [1191, 1041, 1417, 1084]
classified-ad: WÓZEK głęboki w dobrym stanie — sprzedam, Krasickich 7, I. p., m. 4.: [744, 1590, 961, 1618]
classified-ad: KUPIĘ ubranie nowe lub w bardzo dobrym stanie na wysokiego, szczupłego, m. 180. Oferty G. L. 19708: [262, 773, 489, 831]
classified-ad: TRZCINĘ suffitowa dostarcza ze składu El-Be-Ha. Rzeźnicka 9. tel. 261-60: [38, 1403, 247, 1447]
classified-ad: SPRZEDAM białe wełniane — Leszczyków na wysokiego. Zgłoszenia 25, m. sześć. Żeromskiego 11, m. 2.: [975, 551, 1177, 609]
classified-ad: WYTWÓRNIA KOPERT A. Orzeszko Warszawa, Pusta 41, telef. 718—06. Wykonuje koperty i torby wszelkiego rodzaju. Katalog na żądanie. 1650: [503, 1799, 730, 1857]
ad-separator: [975, 336, 1177, 337]
ad-separator: [262, 429, 489, 430]
classified-ad: HULAJNOGI, WÓZKI DLA LALEK LWÓW, ZIELONA 1. 2234: [38, 1034, 247, 1062]
classified-ad: OBRAZY również STARE jak i PORTRETY kupię. Oferty z dokładnym opisem do Gaz. Lw. nr 20101: [975, 1940, 1177, 1998]
classified-ad: PŁASZCZ biały na szczupłą sprzedam. 22. Słyczna 19, m. 5. 19813: [744, 275, 961, 318]
classified-ad: UBRANIE jasno - popielate 180 cm. w bardzo dobrym stanie kupię. Zgłoszenia: Karpińskiego 15, m. 5.: [975, 617, 1177, 675]
classified-ad: KUPIĘ PAROWKĘ elektryczną. — Bruchal Antoni, Lwów, Pasaż Hausmana 2. — Tel. 107-60. 2325: [38, 2038, 247, 2081]
ad-separator: [975, 2168, 1177, 2169]
classified-ad: PRAGNĘ poznać intel. kulturalnego pana od 30—40 lat, który zapewni egzystencję jego w centrum miasta. Cel matr. Gaz. Lw. 19755: [1191, 1521, 1417, 1579]
classified-ad: FLIT, środki przeciw molom, pchłom i pluskwom — Lwów — Drogeria, ul. Kopernika 1. 2238: [38, 1070, 247, 1113]
cross-icon: ✝: [46, 705, 63, 727]
ad-separator: [744, 2160, 961, 2161]
classified-ad: SPRZEDAM bufet oszklony na kółkach, Listopada 79. 19697: [262, 737, 489, 766]
classified-ad: SZCZOTKI, pędzle, okucia walizkowe, teczkowe, duży wybór, ceny fabryczne; prowincja za zaliczeniem. Kalina, Warszawa, Świętokrzyska 40 róg Bagno. 19231: [503, 870, 730, 943]
classified-ad: KOSTIUM damski sportowy, letni na średnią i świeciący sukienkę, oraz pięknie podrasową sprzedam. Oficerska 22, od 3 d. 19705: [744, 1852, 961, 1910]
ad-separator: [744, 2276, 961, 2277]
ad-separator: [503, 1178, 730, 1179]
classified-ad: KUPIĘ pianino, Zimorowicza 19. — ceną, mieszk. 4 — wiadomość od 10. Ossolińskich ogrodzy Byrgie 19676: [975, 2107, 1177, 2165]
classified-ad: KUPIĘ dom w bardzo dobrym stanie lub w Brzuchowicach od właściciela, Listy Gaz. Lw. 19727: [975, 1461, 1177, 1504]
classified-ad: UBRANIE granatowe dobry stan 167 cm — sprzedam. Lwów, ul. Czarnieckiego 20 m. 6 zabud. Karmelitów.: [1191, 568, 1417, 626]
classified-ad: SPRZEDAM ŁÓŻECZKO prawie nowe, wózek i szafkę — siatkowe łóżeczko i materace. Niemcewicza 4 m 3: [38, 2154, 247, 2212]
